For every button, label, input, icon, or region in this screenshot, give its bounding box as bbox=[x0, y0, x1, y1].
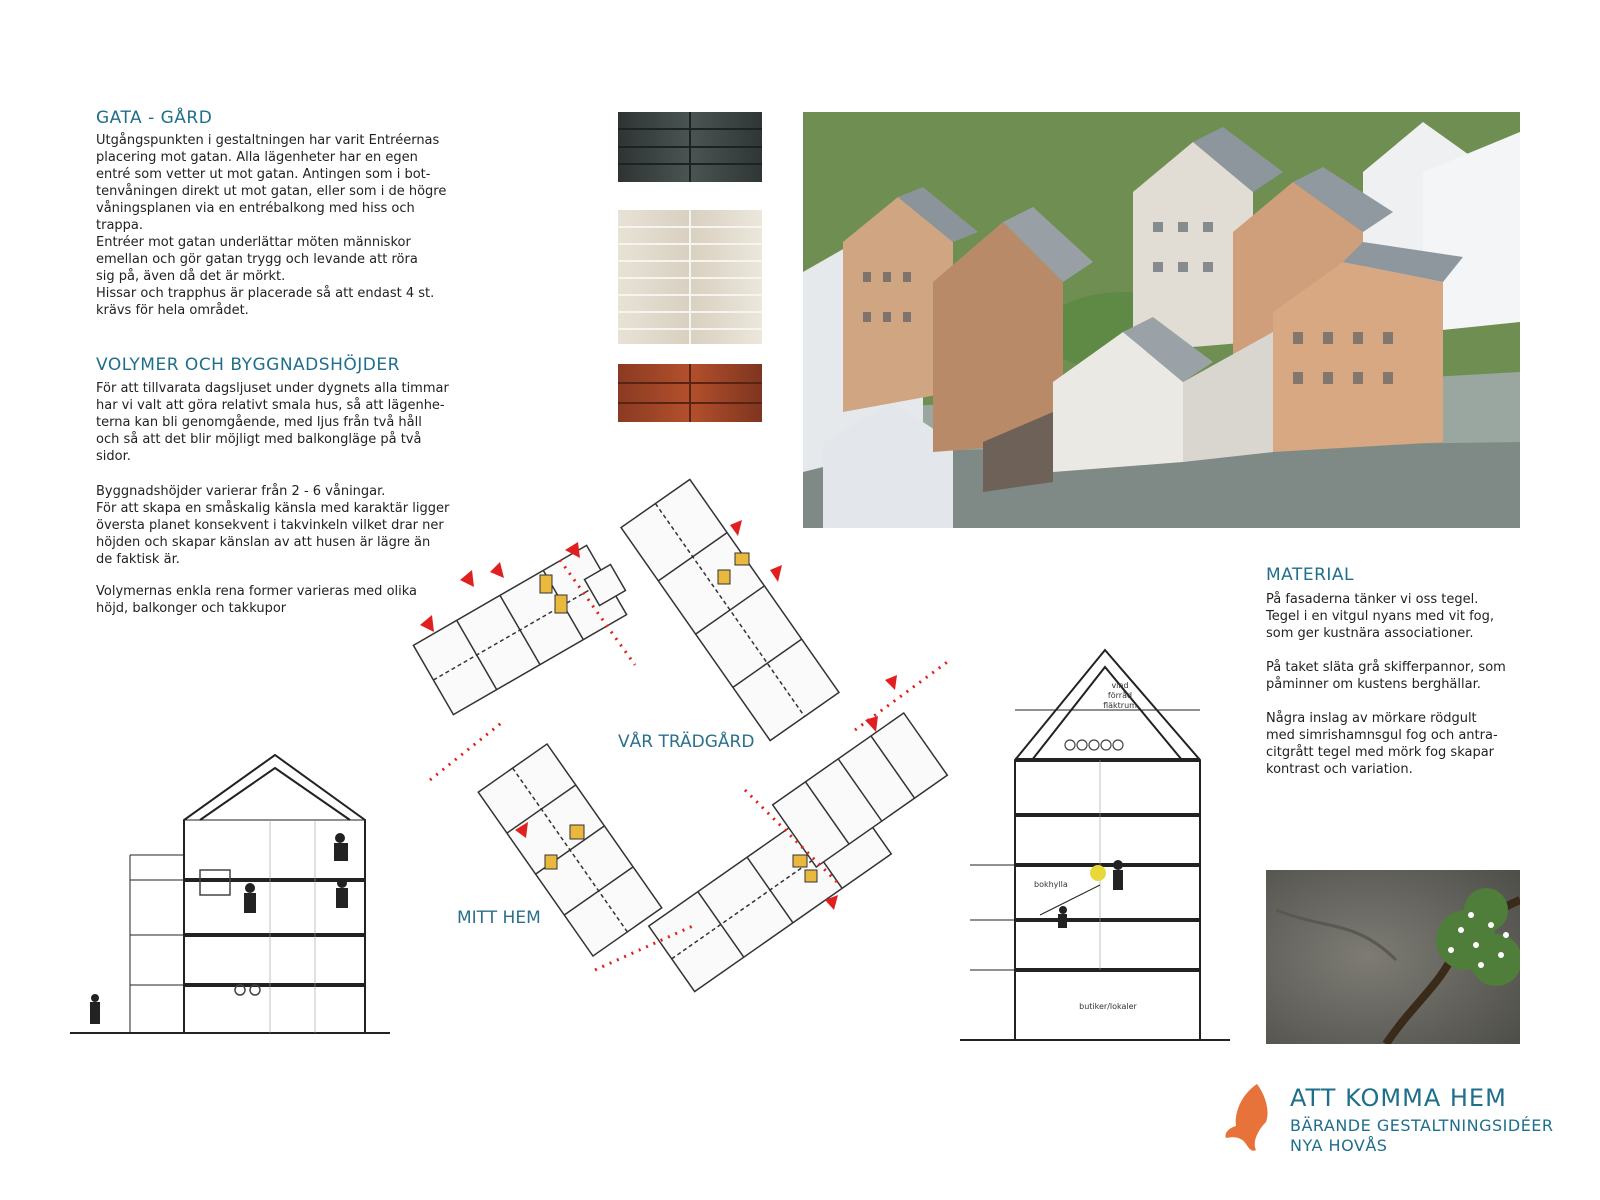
brick-samples bbox=[618, 112, 762, 424]
plan-label-garden: VÅR TRÄDGÅRD bbox=[618, 732, 755, 752]
ground-label: butiker/lokaler bbox=[1079, 1002, 1137, 1011]
material-heading: MATERIAL bbox=[1266, 565, 1355, 585]
volymer-text-2: Byggnadshöjder varierar från 2 - 6 våningar. För att skapa en småskalig känsla med karaktär ligger översta planet konsekvent i takvinkeln vilket drar ner höjden och skapar känslan av att husen är lägre än de faktisk är. bbox=[96, 484, 450, 567]
material-text-3: Några inslag av mörkare rödgult med simrishamnsgul fog och antra- citgrått tegel med mörk fog skapar kontrast och variation. bbox=[1266, 711, 1498, 777]
plan-block-ne bbox=[621, 479, 839, 740]
material-text-2: På taket släta grå skifferpannor, som påminner om kustens berghällar. bbox=[1266, 660, 1506, 692]
aerial-rendering bbox=[803, 112, 1520, 528]
dark-brick-sample bbox=[618, 112, 762, 182]
attic-label-3: fläktrum bbox=[1103, 701, 1137, 710]
section-right bbox=[960, 615, 1230, 1045]
plan-label-home: MITT HEM bbox=[457, 908, 541, 928]
volymer-heading: VOLYMER OCH BYGGNADSHÖJDER bbox=[96, 355, 400, 375]
shelf-label: bokhylla bbox=[1034, 880, 1068, 889]
attic-label-2: förråd bbox=[1107, 691, 1133, 700]
red-brick-sample bbox=[618, 364, 762, 422]
brand-title: ATT KOMMA HEM bbox=[1290, 1084, 1507, 1112]
material-text-1: På fasaderna tänker vi oss tegel. Tegel i en vitgul nyans med vit fog, som ger kustnära associationer. bbox=[1266, 592, 1495, 641]
brand-subtitle-1: BÄRANDE GESTALTNINGSIDÉER bbox=[1290, 1116, 1554, 1135]
bird-logo bbox=[1222, 1082, 1272, 1154]
volymer-text-1: För att tillvarata dagsljuset under dygnets alla timmar har vi valt att göra relativt smala hus, så att lägenhe- terna kan bli genomgående, med ljus från två håll och så att det blir möjligt med balkongläge på två sidor. bbox=[96, 381, 449, 464]
gata-text: Utgångspunkten i gestaltningen har varit Entréernas placering mot gatan. Alla lägenheter har en egen entré som vetter ut mot gatan. Antingen som i bot- tenvåningen direkt ut mot gatan, eller som i de högre våningsplanen via en entrébalkong med hiss och trappa. Entréer mot gatan underlättar möten människor emellan och gör gatan trygg och levande att röra sig på, även då det är mörkt. Hissar och trapphus är placerade så att endast 4 st. krävs för hela området. bbox=[96, 133, 447, 318]
section-left bbox=[70, 750, 390, 1040]
plan-block-nw bbox=[413, 545, 626, 714]
brand-subtitle-2: NYA HOVÅS bbox=[1290, 1136, 1388, 1155]
rock-photo bbox=[1266, 870, 1520, 1044]
attic-label-1: vind bbox=[1111, 681, 1129, 690]
volymer-text-3: Volymernas enkla rena former varieras med olika höjd, balkonger och takkupor bbox=[96, 584, 418, 616]
light-brick-sample bbox=[618, 210, 762, 344]
people-silhouettes bbox=[90, 833, 348, 1024]
gata-heading: GATA - GÅRD bbox=[96, 108, 213, 128]
